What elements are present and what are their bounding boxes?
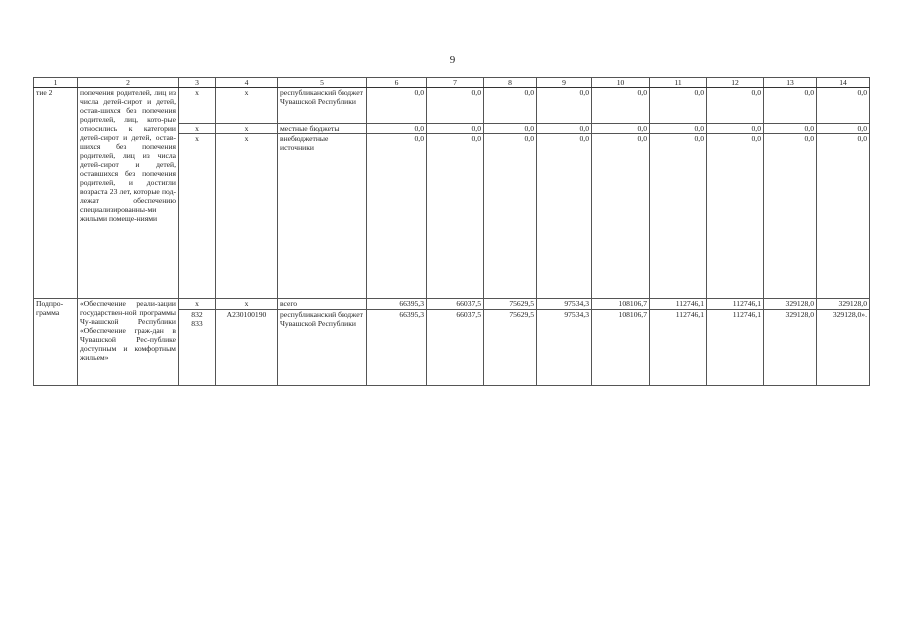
- value-cell: 0,0: [707, 134, 764, 299]
- header-cell: 9: [537, 78, 592, 88]
- value-cell: 0,0: [537, 134, 592, 299]
- header-cell: 2: [78, 78, 179, 88]
- cell-code: х: [179, 88, 216, 124]
- value-cell: 0,0: [484, 134, 537, 299]
- cell-target: х: [216, 134, 278, 299]
- value-cell: 0,0: [817, 88, 870, 124]
- header-cell: 4: [216, 78, 278, 88]
- header-cell: 13: [764, 78, 817, 88]
- value-cell: 0,0: [592, 134, 650, 299]
- value-cell: 0,0: [367, 124, 427, 134]
- row-label: тие 2: [34, 88, 78, 299]
- value-cell: 0,0: [707, 88, 764, 124]
- value-cell: 0,0: [427, 88, 484, 124]
- funding-source: всего: [278, 299, 367, 310]
- program-description: попечения родителей, лиц из числа детей-сирот и детей, остав-шихся без попечения родителей, лиц, кото-рые относились к категории детей-сирот и детей, остав-шихся без попечения родителей, лиц из числа детей-сирот и детей, оставшихся без попечения родителей, и достигли возраста 23 лет, которые под-лежат обеспечению специализированны-ми жилыми помеще-ниями: [78, 88, 179, 299]
- value-cell: 112746,1: [650, 310, 707, 386]
- value-cell: 0,0: [650, 88, 707, 124]
- cell-code: 832 833: [179, 310, 216, 386]
- value-cell: 329128,0: [817, 299, 870, 310]
- funding-source: республиканский бюджет Чувашской Республики: [278, 88, 367, 124]
- value-cell: 108106,7: [592, 299, 650, 310]
- value-cell: 0,0: [592, 124, 650, 134]
- value-cell: 0,0: [484, 124, 537, 134]
- funding-source: местные бюджеты: [278, 124, 367, 134]
- value-cell: 108106,7: [592, 310, 650, 386]
- page-number: 9: [449, 54, 456, 66]
- value-cell: 66395,3: [367, 299, 427, 310]
- value-cell: 75629,5: [484, 310, 537, 386]
- value-cell: 0,0: [764, 124, 817, 134]
- header-cell: 3: [179, 78, 216, 88]
- header-cell: 8: [484, 78, 537, 88]
- value-cell: 66037,5: [427, 310, 484, 386]
- value-cell: 0,0: [367, 88, 427, 124]
- value-cell: 329128,0: [764, 310, 817, 386]
- header-cell: 7: [427, 78, 484, 88]
- value-cell: 0,0: [764, 88, 817, 124]
- funding-source: внебюджетные источники: [278, 134, 367, 299]
- funding-source: республиканский бюджет Чувашской Республики: [278, 310, 367, 386]
- value-cell: 66037,5: [427, 299, 484, 310]
- cell-code: х: [179, 124, 216, 134]
- value-cell: 112746,1: [707, 310, 764, 386]
- header-row: [34, 78, 870, 88]
- table-row: [34, 88, 870, 124]
- header-cell: 6: [367, 78, 427, 88]
- value-cell: 97534,3: [537, 299, 592, 310]
- value-cell: 0,0: [707, 124, 764, 134]
- header-cell: 5: [278, 78, 367, 88]
- table-row: [34, 299, 870, 310]
- budget-table: [33, 77, 870, 386]
- cell-target: х: [216, 124, 278, 134]
- header-cell: 14: [817, 78, 870, 88]
- value-cell: 75629,5: [484, 299, 537, 310]
- value-cell: 0,0: [817, 124, 870, 134]
- value-cell: 329128,0».: [817, 310, 870, 386]
- value-cell: 0,0: [592, 88, 650, 124]
- value-cell: 66395,3: [367, 310, 427, 386]
- value-cell: 0,0: [484, 88, 537, 124]
- value-cell: 0,0: [650, 134, 707, 299]
- cell-target: А230100190: [216, 310, 278, 386]
- cell-target: х: [216, 88, 278, 124]
- value-cell: 0,0: [764, 134, 817, 299]
- value-cell: 0,0: [650, 124, 707, 134]
- value-cell: 0,0: [367, 134, 427, 299]
- value-cell: 97534,3: [537, 310, 592, 386]
- value-cell: 0,0: [537, 124, 592, 134]
- cell-target: х: [216, 299, 278, 310]
- header-cell: 11: [650, 78, 707, 88]
- value-cell: 0,0: [427, 134, 484, 299]
- value-cell: 0,0: [817, 134, 870, 299]
- program-description: «Обеспечение реали-зации государствен-ной программы Чу-вашской Республики «Обеспечение граж-дан в Чувашской Рес-публике доступным и комфортным жильем»: [78, 299, 179, 386]
- cell-code: х: [179, 299, 216, 310]
- value-cell: 0,0: [427, 124, 484, 134]
- header-cell: 12: [707, 78, 764, 88]
- cell-code: х: [179, 134, 216, 299]
- row-label: Подпро-грамма: [34, 299, 78, 386]
- value-cell: 112746,1: [650, 299, 707, 310]
- header-cell: 1: [34, 78, 78, 88]
- value-cell: 329128,0: [764, 299, 817, 310]
- header-cell: 10: [592, 78, 650, 88]
- value-cell: 0,0: [537, 88, 592, 124]
- value-cell: 112746,1: [707, 299, 764, 310]
